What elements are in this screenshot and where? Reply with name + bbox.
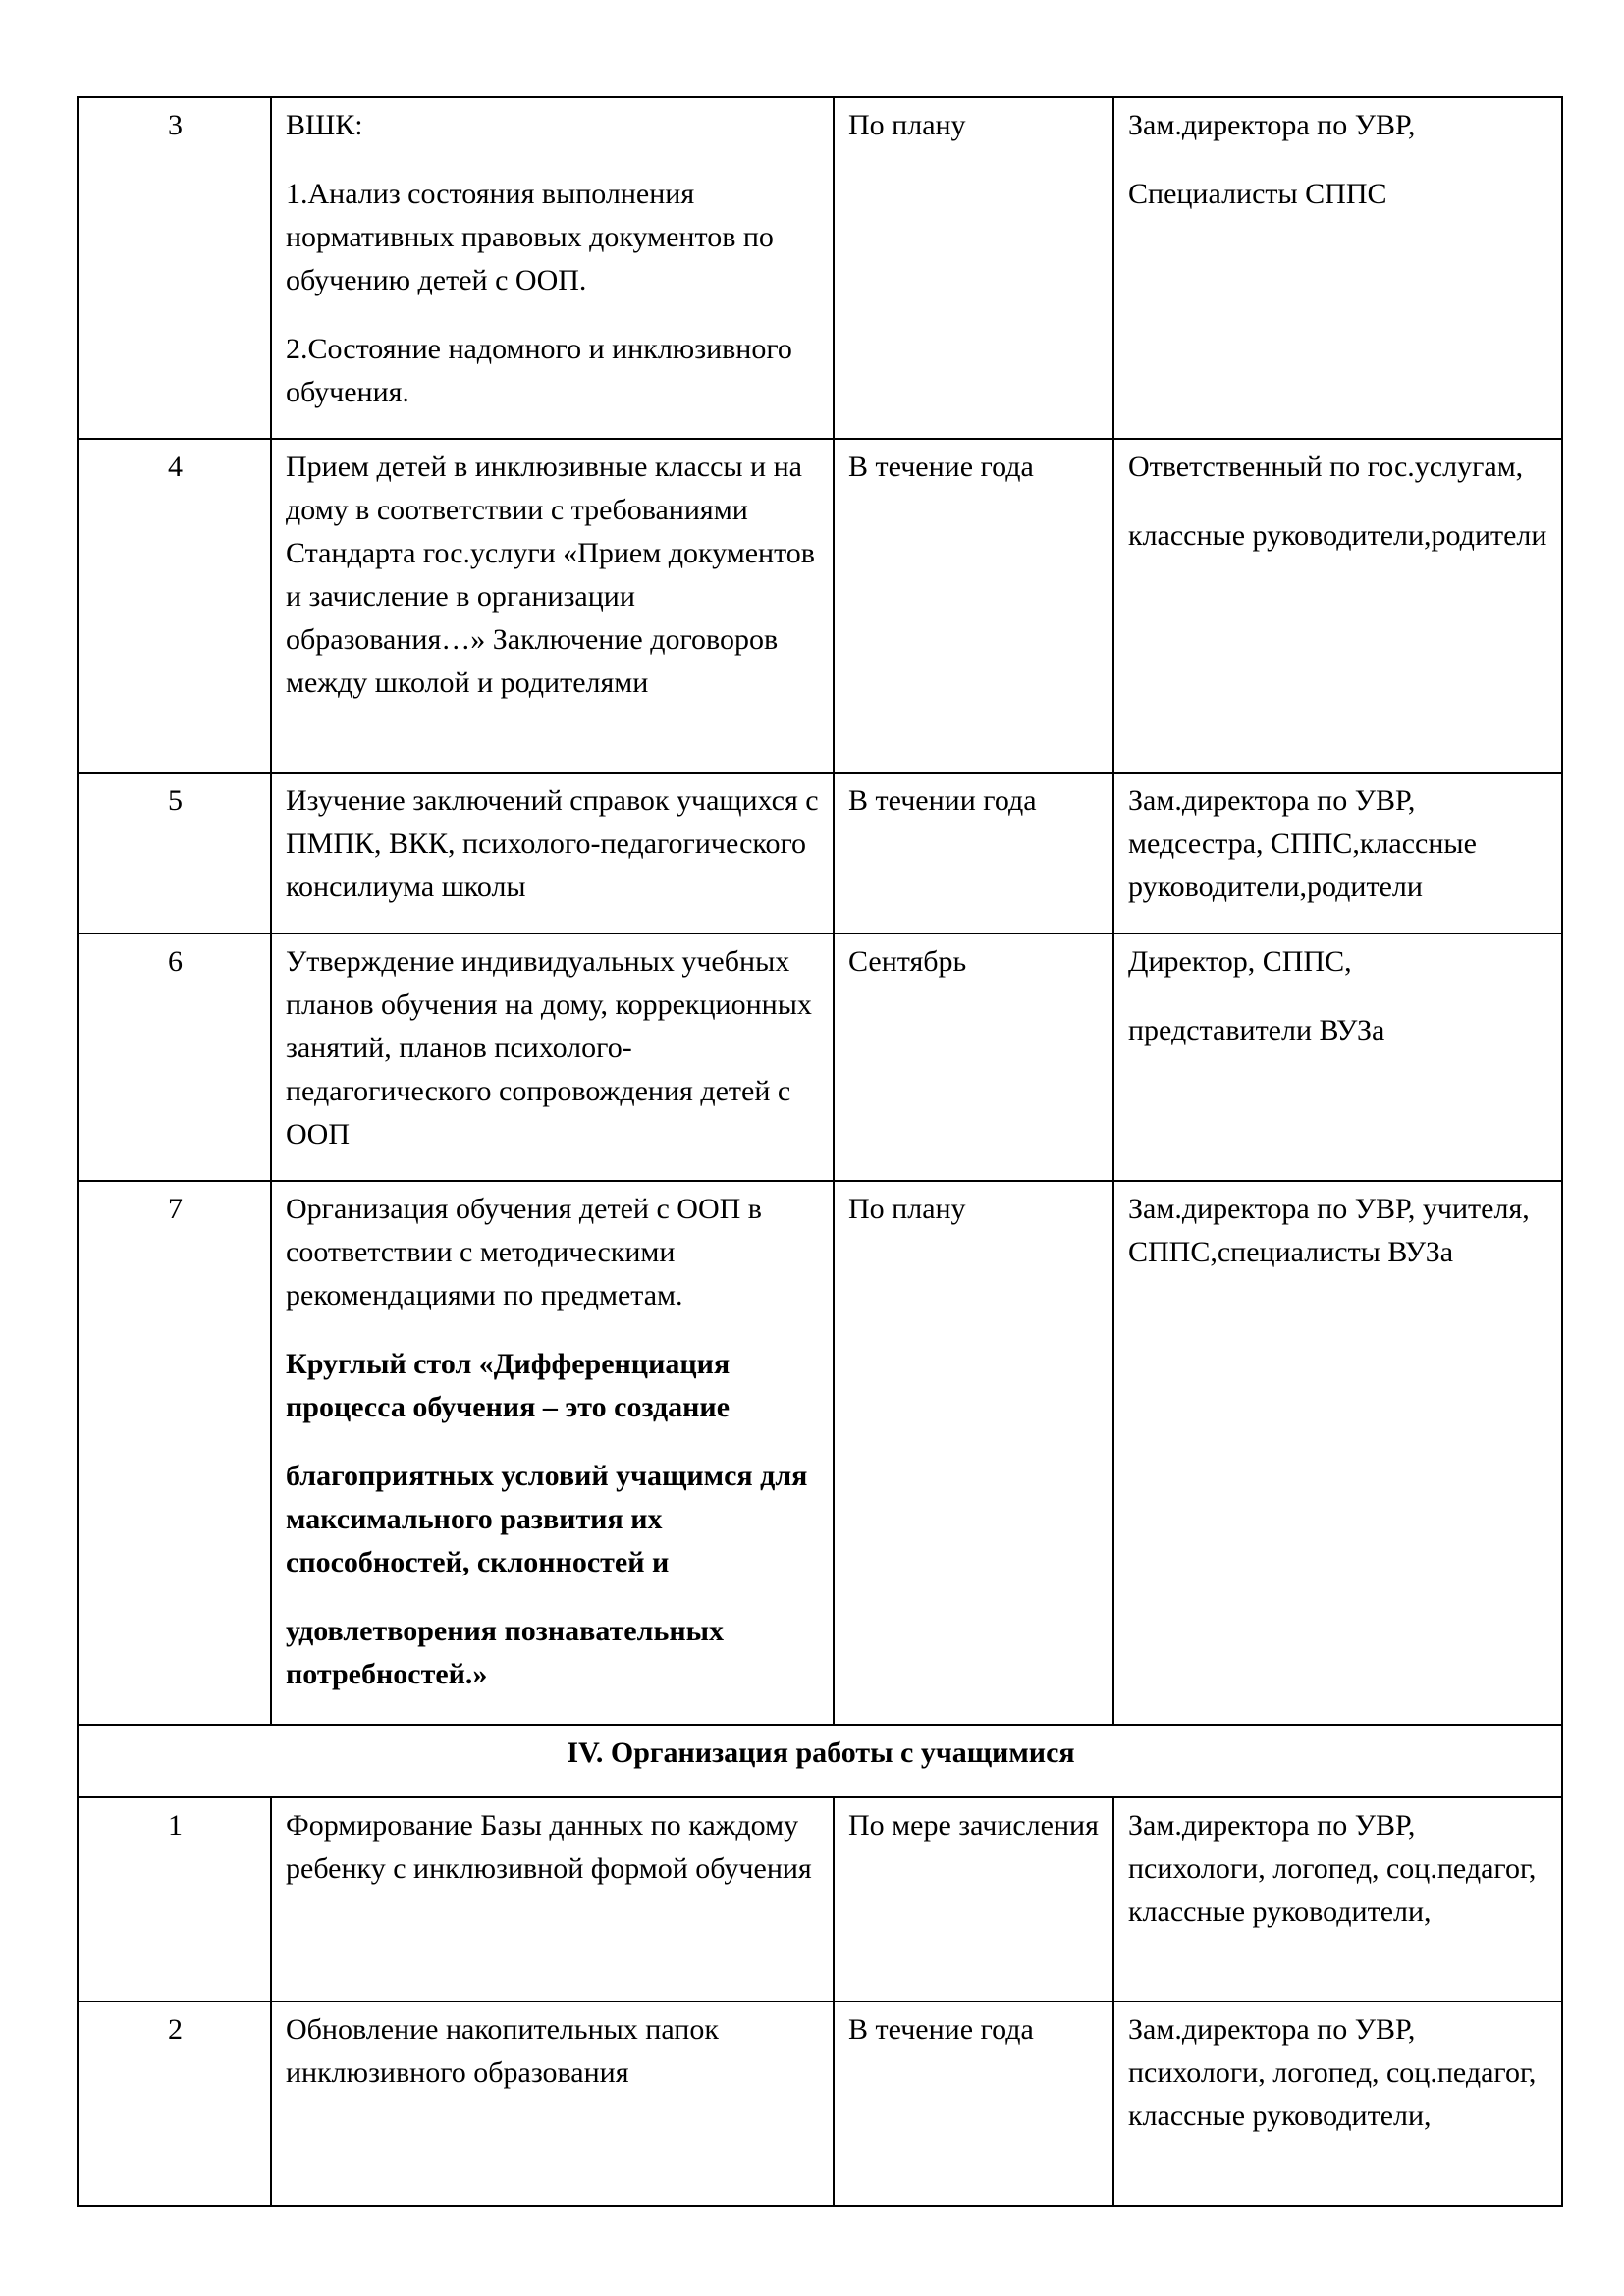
- responsible-cell: [1113, 934, 1562, 1181]
- row-number: 7: [78, 1181, 271, 1725]
- responsible-text: Зам.директора по УВР, медсестра, СППС,классные руководители,родители: [1128, 784, 1477, 903]
- section-numeral: IV: [567, 1736, 596, 1769]
- timing-cell: По плану: [834, 1181, 1113, 1725]
- round-table-text: Круглый стол «Дифференциация процесса обучения – это создание: [286, 1348, 731, 1423]
- table-row: [78, 934, 1562, 1181]
- row-number: 6: [78, 934, 271, 1181]
- timing-cell: По плану: [834, 97, 1113, 439]
- activity-cell: [271, 1181, 834, 1725]
- table-row: [78, 1181, 1562, 1725]
- row-number: 2: [78, 2002, 271, 2206]
- row-number: 1: [78, 1797, 271, 2002]
- row-number: 5: [78, 773, 271, 934]
- responsible-cell: [1113, 97, 1562, 439]
- activity-text: Прием детей в инклюзивные классы и на дому в соответствии с требованиями Стандарта гос.услуги «Прием документов и зачисление в организации образования…» Заключение договоров между школой и родителями: [286, 451, 815, 699]
- round-table-text: удовлетворения познавательных потребностей.»: [286, 1615, 725, 1690]
- table-row: [78, 2002, 1562, 2206]
- round-table-text: благоприятных условий учащимся для максимального развития их способностей, склонностей и: [286, 1460, 808, 1578]
- activity-cell: [271, 773, 834, 934]
- activity-text: 1.Анализ состояния выполнения нормативных правовых документов по обучению детей с ООП.: [286, 178, 774, 296]
- responsible-text: Зам.директора по УВР,: [1128, 109, 1416, 141]
- plan-table: [77, 96, 1563, 2207]
- activity-cell: Формирование Базы данных по каждому ребенку с инклюзивной формой обучения: [271, 1797, 834, 2002]
- responsible-cell: Зам.директора по УВР, психологи, логопед, соц.педагог, классные руководители,: [1113, 2002, 1562, 2206]
- activity-text: Утверждение индивидуальных учебных планов обучения на дому, коррекционных занятий, планов психолого-педагогического сопровождения детей с ООП: [286, 945, 812, 1150]
- responsible-cell: [1113, 1181, 1562, 1725]
- table-row: [78, 773, 1562, 934]
- responsible-cell: Зам.директора по УВР, психологи, логопед, соц.педагог, классные руководители,: [1113, 1797, 1562, 2002]
- section-heading: [78, 1725, 1562, 1797]
- activity-cell: Обновление накопительных папок инклюзивного образования: [271, 2002, 834, 2206]
- activity-cell: [271, 97, 834, 439]
- activity-cell: [271, 439, 834, 773]
- timing-cell: По мере зачисления: [834, 1797, 1113, 2002]
- timing-cell: Сентябрь: [834, 934, 1113, 1181]
- table-row: [78, 1797, 1562, 2002]
- timing-cell: В течении года: [834, 773, 1113, 934]
- section-row: [78, 1725, 1562, 1797]
- responsible-text: Ответственный по гос.услугам,: [1128, 451, 1524, 483]
- table-row: [78, 97, 1562, 439]
- timing-cell: В течение года: [834, 2002, 1113, 2206]
- row-number: 3: [78, 97, 271, 439]
- activity-text: Организация обучения детей с ООП в соответствии с методическими рекомендациями по предметам.: [286, 1193, 762, 1311]
- responsible-text: Зам.директора по УВР, учителя, СППС,специалисты ВУЗа: [1128, 1193, 1530, 1268]
- activity-text: ВШК:: [286, 109, 363, 141]
- activity-text: 2.Состояние надомного и инклюзивного обучения.: [286, 333, 792, 408]
- activity-text: Изучение заключений справок учащихся с ПМПК, ВКК, психолого-педагогического консилиума школы: [286, 784, 819, 903]
- section-title: . Организация работы с учащимися: [595, 1736, 1075, 1769]
- row-number: 4: [78, 439, 271, 773]
- timing-cell: В течение года: [834, 439, 1113, 773]
- responsible-text: представители ВУЗа: [1128, 1014, 1385, 1046]
- activity-cell: [271, 934, 834, 1181]
- responsible-cell: [1113, 773, 1562, 934]
- responsible-text: классные руководители,родители: [1128, 519, 1547, 552]
- responsible-text: Директор, СППС,: [1128, 945, 1352, 978]
- responsible-text: Специалисты СППС: [1128, 178, 1387, 210]
- table-row: [78, 439, 1562, 773]
- responsible-cell: [1113, 439, 1562, 773]
